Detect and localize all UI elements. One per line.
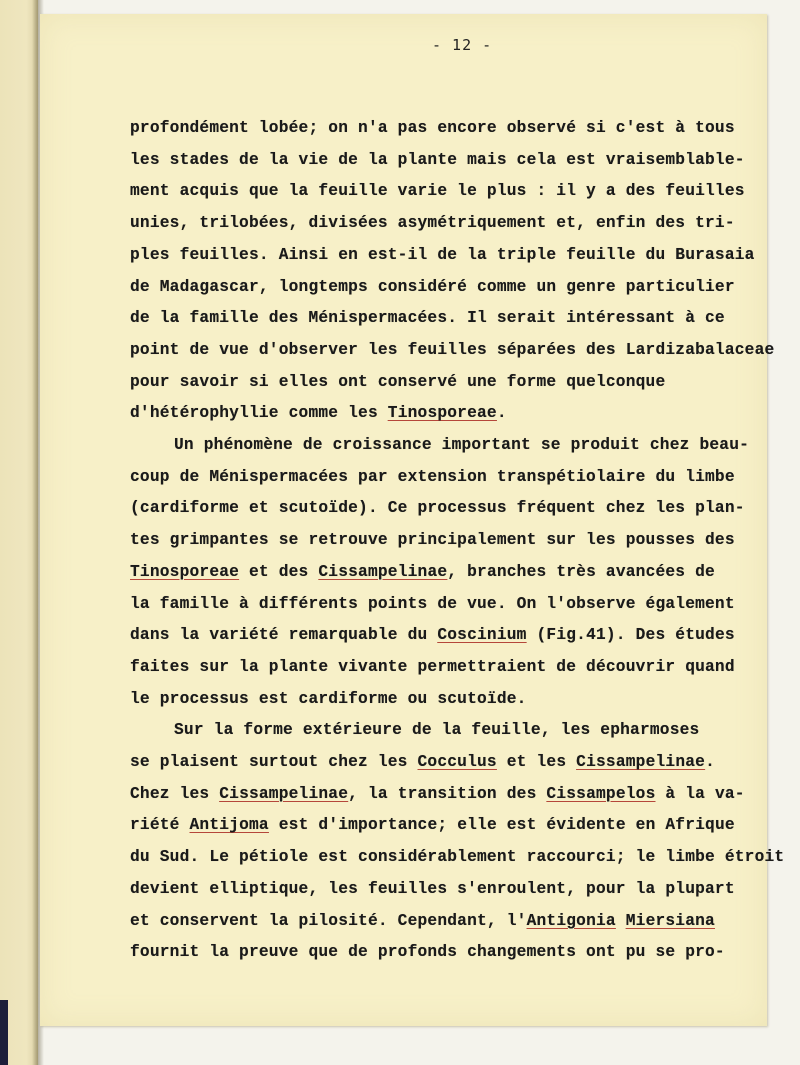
text-line: les stades de la vie de la plante mais cela est vraisemblable- <box>130 150 745 169</box>
underlined-taxon: Tinosporeae <box>387 404 497 423</box>
text-line: ples feuilles. Ainsi en est-il de la triple feuille du Burasaia <box>130 245 755 264</box>
text-line: Un phénomène de croissance important se produit chez beau- <box>174 436 750 454</box>
text-line: pour savoir si elles ont conservé une forme quelconque <box>130 372 666 391</box>
text-line: unies, trilobées, divisées asymétriquement et, enfin des tri- <box>130 214 735 233</box>
text-line: Chez les Cissampelinae, la transition des Cissampelos à la va- <box>130 784 745 803</box>
text-line: ment acquis que la feuille varie le plus : il y a des feuilles <box>130 182 745 201</box>
text-line: le processus est cardiforme ou scutoïde. <box>130 689 527 708</box>
text-line: point de vue d'observer les feuilles séparées des Lardizabalaceae <box>130 340 775 359</box>
text-line: d'hétérophyllie comme les Tinosporeae. <box>130 404 507 423</box>
underlined-taxon: Cocculus <box>417 753 497 771</box>
text-line: Tinosporeae et des Cissampelinae, branches très avancées de <box>130 562 715 581</box>
underlined-taxon: Antigonia <box>526 911 616 930</box>
text-line: de la famille des Ménispermacées. Il serait intéressant à ce <box>130 309 725 328</box>
binding-cover <box>0 1000 8 1065</box>
text-line: dans la variété remarquable du Coscinium (Fig.41). Des études <box>130 626 735 645</box>
text-line: et conservent la pilosité. Cependant, l'Antigonia Miersiana <box>130 911 715 930</box>
underlined-taxon: Cissampelinae <box>576 753 706 771</box>
text-line: riété Antijoma est d'importance; elle est évidente en Afrique <box>130 816 735 835</box>
page-number: - 12 - <box>432 36 493 54</box>
text-line: de Madagascar, longtemps considéré comme un genre particulier <box>130 277 735 296</box>
text-line: profondément lobée; on n'a pas encore observé si c'est à tous <box>130 119 735 137</box>
text-line: coup de Ménispermacées par extension transpétiolaire du limbe <box>130 467 735 486</box>
text-line: tes grimpantes se retrouve principalement sur les pousses des <box>130 531 735 550</box>
underlined-taxon: Cissampelinae <box>318 562 448 581</box>
underlined-taxon: Cissampelinae <box>219 784 349 803</box>
underlined-taxon: Miersiana <box>625 911 715 930</box>
text-line: Sur la forme extérieure de la feuille, les epharmoses <box>174 721 700 740</box>
text-line: fournit la preuve que de profonds changements ont pu se pro- <box>130 943 725 962</box>
underlined-taxon: Tinosporeae <box>130 562 240 581</box>
text-line: la famille à différents points de vue. On l'observe également <box>130 594 735 613</box>
text-line: du Sud. Le pétiole est considérablement raccourci; le limbe étroit <box>130 848 785 867</box>
text-line: faites sur la plante vivante permettraient de découvrir quand <box>130 657 735 676</box>
text-line: (cardiforme et scutoïde). Ce processus fréquent chez les plan- <box>130 499 745 518</box>
underlined-taxon: Antijoma <box>189 816 269 835</box>
underlined-taxon: Cissampelos <box>546 784 656 803</box>
underlined-taxon: Coscinium <box>437 626 527 645</box>
text-line: devient elliptique, les feuilles s'enroulent, pour la plupart <box>130 879 735 898</box>
text-line: se plaisent surtout chez les Cocculus et les Cissampelinae. <box>130 753 715 771</box>
